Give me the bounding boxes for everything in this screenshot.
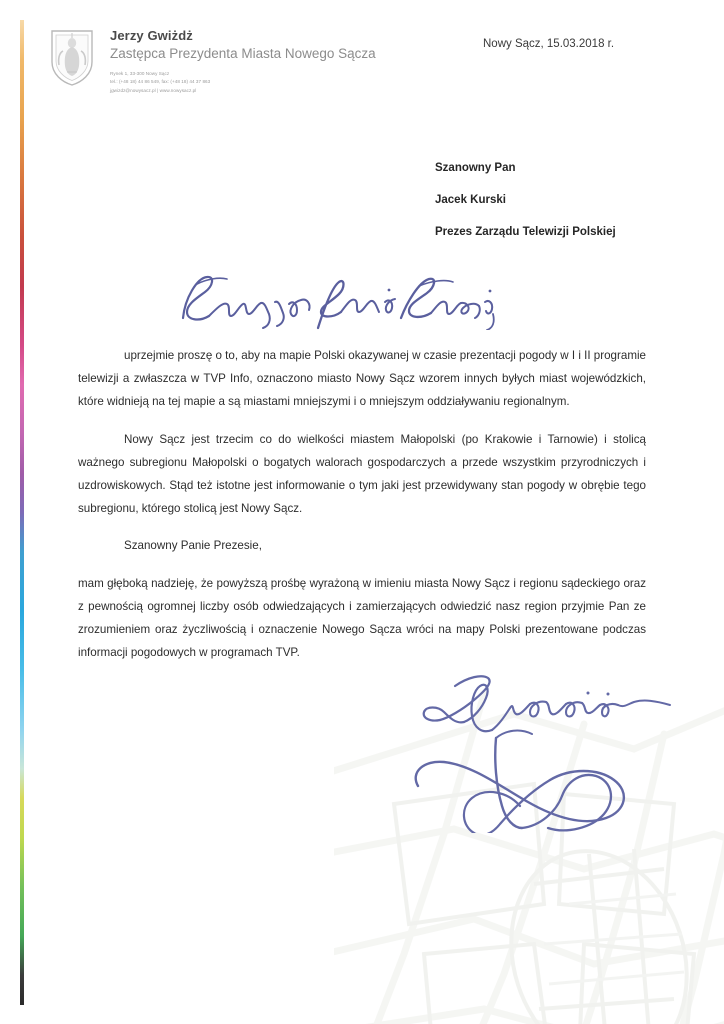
official-role: Zastępca Prezydenta Miasta Nowego Sącza bbox=[110, 46, 376, 62]
handwritten-signature bbox=[400, 668, 690, 833]
letter-body bbox=[78, 344, 646, 678]
body-salutation-2: Szanowny Panie Prezesie, bbox=[124, 539, 262, 553]
handwritten-salutation bbox=[175, 268, 505, 330]
contact-phone-fax: tel.: (+48 18) 44 86 549, fax: (+48 18) 44 37 863 bbox=[110, 79, 211, 85]
vertical-gradient-accent-bar bbox=[20, 20, 24, 1005]
addressee-block bbox=[435, 162, 616, 238]
letterhead bbox=[48, 28, 376, 95]
official-name: Jerzy Gwiżdż bbox=[110, 28, 193, 43]
body-paragraph-1: uprzejmie proszę o to, aby na mapie Polski okazywanej w czasie prezentacji pogody w I i II programie telewizji a zwłaszcza w TVP Info, oznaczono miasto Nowy Sącz wzorem innych byłych miast wojewódzkich, które widnieją na tej mapie a są miastami mniejszymi i o mniejszym oddziaływaniu regionalnym. bbox=[78, 349, 646, 409]
addressee-title: Prezes Zarządu Telewizji Polskiej bbox=[435, 226, 616, 238]
addressee-honorific: Szanowny Pan bbox=[435, 162, 516, 174]
body-paragraph-2: Nowy Sącz jest trzecim co do wielkości miastem Małopolski (po Krakowie i Tarnowie) i stolicą ważnego subregionu Małopolski o bogatych walorach gospodarczych a przede wszystkim przyrodniczych i uzdrowiskowych. Stąd też istotne jest informowanie o tym jaki jest przewidywany stan pogody w obrębie tego subregionu, którego stolicą jest Nowy Sącz. bbox=[78, 432, 646, 516]
addressee-name: Jacek Kurski bbox=[435, 194, 506, 206]
contact-address: Rynek 1, 33-300 Nowy Sącz bbox=[110, 70, 170, 76]
date-line: Nowy Sącz, 15.03.2018 r. bbox=[483, 38, 615, 50]
contact-details bbox=[110, 70, 376, 95]
coat-of-arms-shield-icon bbox=[48, 28, 96, 88]
contact-email-web: jgwizdz@nowysacz.pl | www.nowysacz.pl bbox=[110, 87, 197, 93]
body-paragraph-3: mam głęboką nadzieję, że powyższą prośbę wyrażoną w imieniu miasta Nowy Sącz i regionu sądeckiego oraz z pewnością ogromnej liczby osób odwiedzających i zamierzających odwiedzić nasz region przyjmie Pan ze zrozumieniem oraz życzliwością i oznaczenie Nowego Sącza wróci na mapy Polski prezentowane podczas informacji pogodowych w programach TVP. bbox=[78, 576, 646, 660]
